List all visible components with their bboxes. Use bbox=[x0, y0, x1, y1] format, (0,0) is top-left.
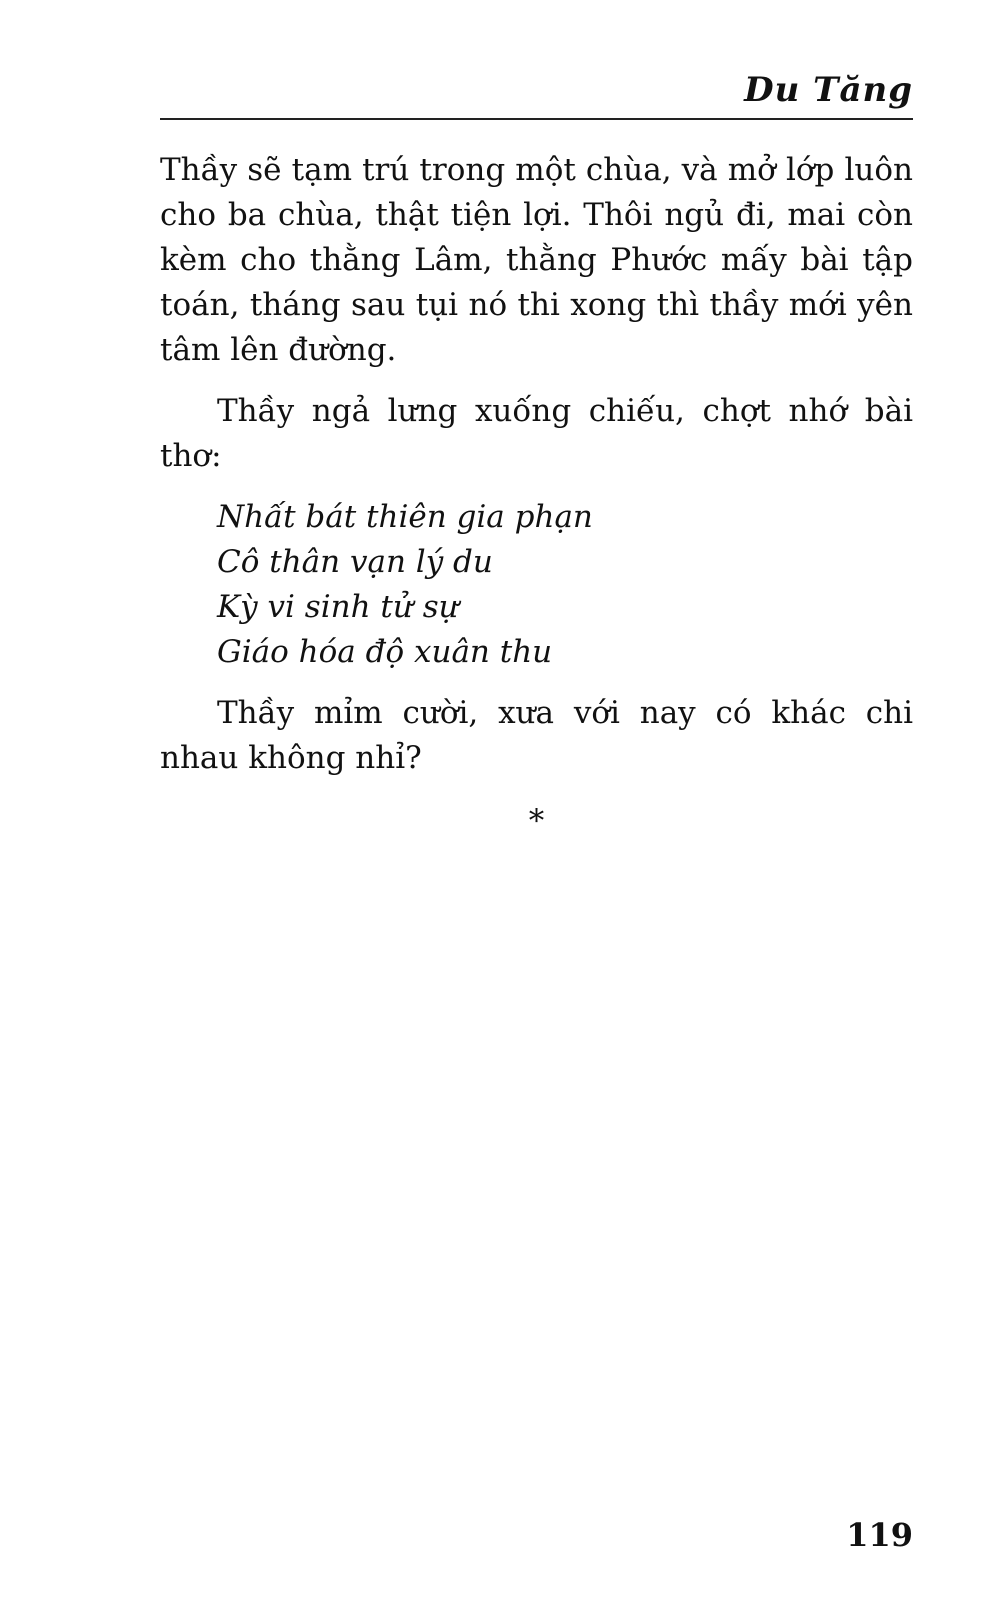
poem-block bbox=[217, 495, 913, 675]
running-title: Du Tăng bbox=[744, 70, 913, 110]
poem-line-4: Giáo hóa độ xuân thu bbox=[217, 634, 553, 670]
paragraph-3: Thầy mỉm cười, xưa với nay có khác chi nhau không nhỉ? bbox=[160, 695, 913, 776]
page-number: 119 bbox=[846, 1516, 913, 1554]
section-break-asterisk: * bbox=[528, 803, 545, 839]
paragraph-2: Thầy ngả lưng xuống chiếu, chợt nhớ bài thơ: bbox=[160, 393, 913, 474]
paragraph-1: Thầy sẽ tạm trú trong một chùa, và mở lớp luôn cho ba chùa, thật tiện lợi. Thôi ngủ đi, mai còn kèm cho thằng Lâm, thằng Phước mấy bài tập toán, tháng sau tụi nó thi xong thì thầy mới yên tâm lên đường. bbox=[160, 152, 913, 368]
poem-line-1: Nhất bát thiên gia phạn bbox=[217, 499, 593, 535]
running-header bbox=[160, 60, 913, 120]
page-body bbox=[160, 148, 913, 844]
poem-line-3: Kỳ vi sinh tử sự bbox=[217, 589, 459, 625]
poem-line-2: Cô thân vạn lý du bbox=[217, 544, 493, 580]
